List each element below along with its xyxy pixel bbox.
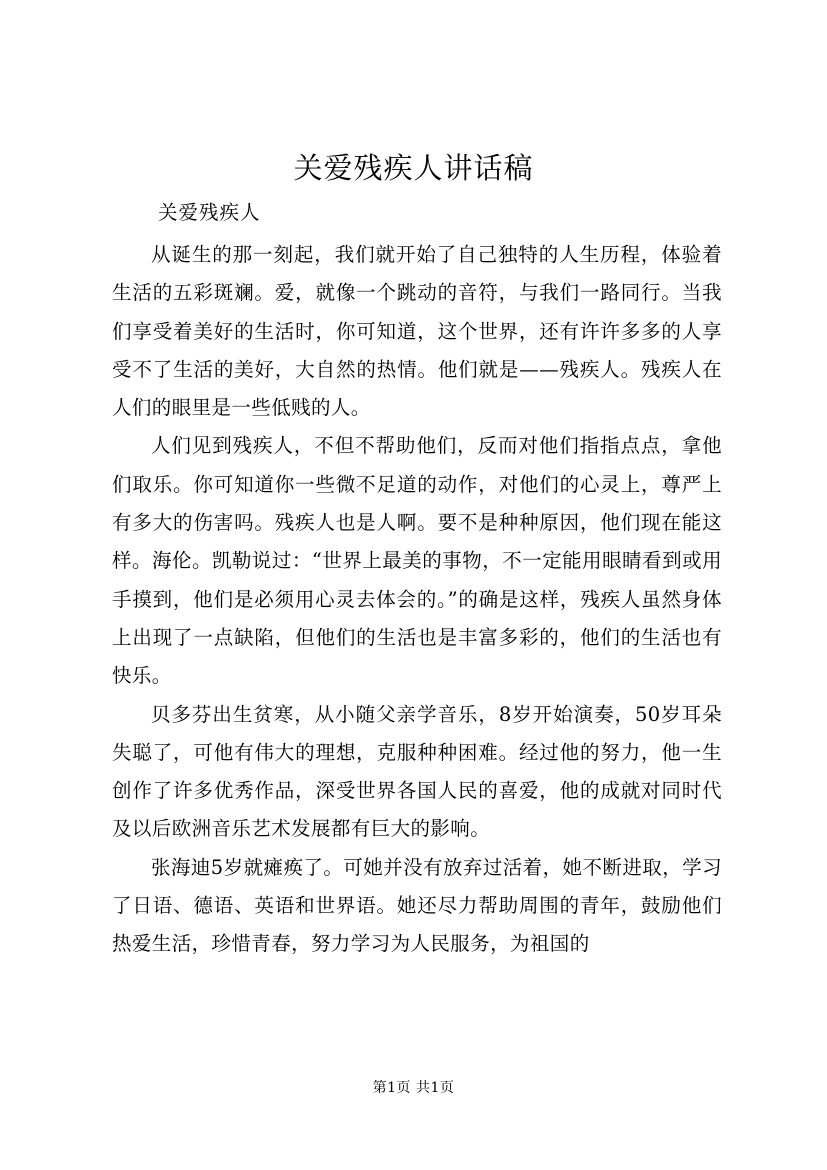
document-title: 关爱残疾人讲话稿 bbox=[293, 151, 534, 185]
paragraph: 人们见到残疾人，不但不帮助他们，反而对他们指指点点，拿他们取乐。你可知道你一些微不足道的动作，对他们的心灵上，尊严上有多大的伤害吗。残疾人也是人啊。要不是种种原因，他们现在能这样。海伦。凯勒说过：“世界上最美的事物，不一定能用眼睛看到或用手摸到，他们是必须用心灵去体会的。”的确是这样，残疾人虽然身体上出现了一点缺陷，但他们的生活也是丰富多彩的，他们的生活也有快乐。 bbox=[112, 434, 722, 688]
page-number-footer: 第1页 共1页 bbox=[372, 1080, 455, 1096]
document-subtitle: 关爱残疾人 bbox=[158, 201, 261, 224]
paragraph: 从诞生的那一刻起，我们就开始了自己独特的人生历程，体验着生活的五彩斑斓。爱，就像一个跳动的音符，与我们一路同行。当我们享受着美好的生活时，你可知道，这个世界，还有许许多多的人享受不了生活的美好，大自然的热情。他们就是——残疾人。残疾人在人们的眼里是一些低贱的人。 bbox=[112, 243, 722, 420]
paragraph: 贝多芬出生贫寒，从小随父亲学音乐，8岁开始演奏，50岁耳朵失聪了，可他有伟大的理想，克服种种困难。经过他的努力，他一生创作了许多优秀作品，深受世界各国人民的喜爱，他的成就对同时代及以后欧洲音乐艺术发展都有巨大的影响。 bbox=[112, 702, 722, 841]
document-body bbox=[112, 236, 722, 964]
paragraph: 张海迪5岁就瘫痪了。可她并没有放弃过活着，她不断进取，学习了日语、德语、英语和世界语。她还尽力帮助周围的青年，鼓励他们热爱生活，珍惜青春，努力学习为人民服务，为祖国的 bbox=[112, 855, 722, 956]
